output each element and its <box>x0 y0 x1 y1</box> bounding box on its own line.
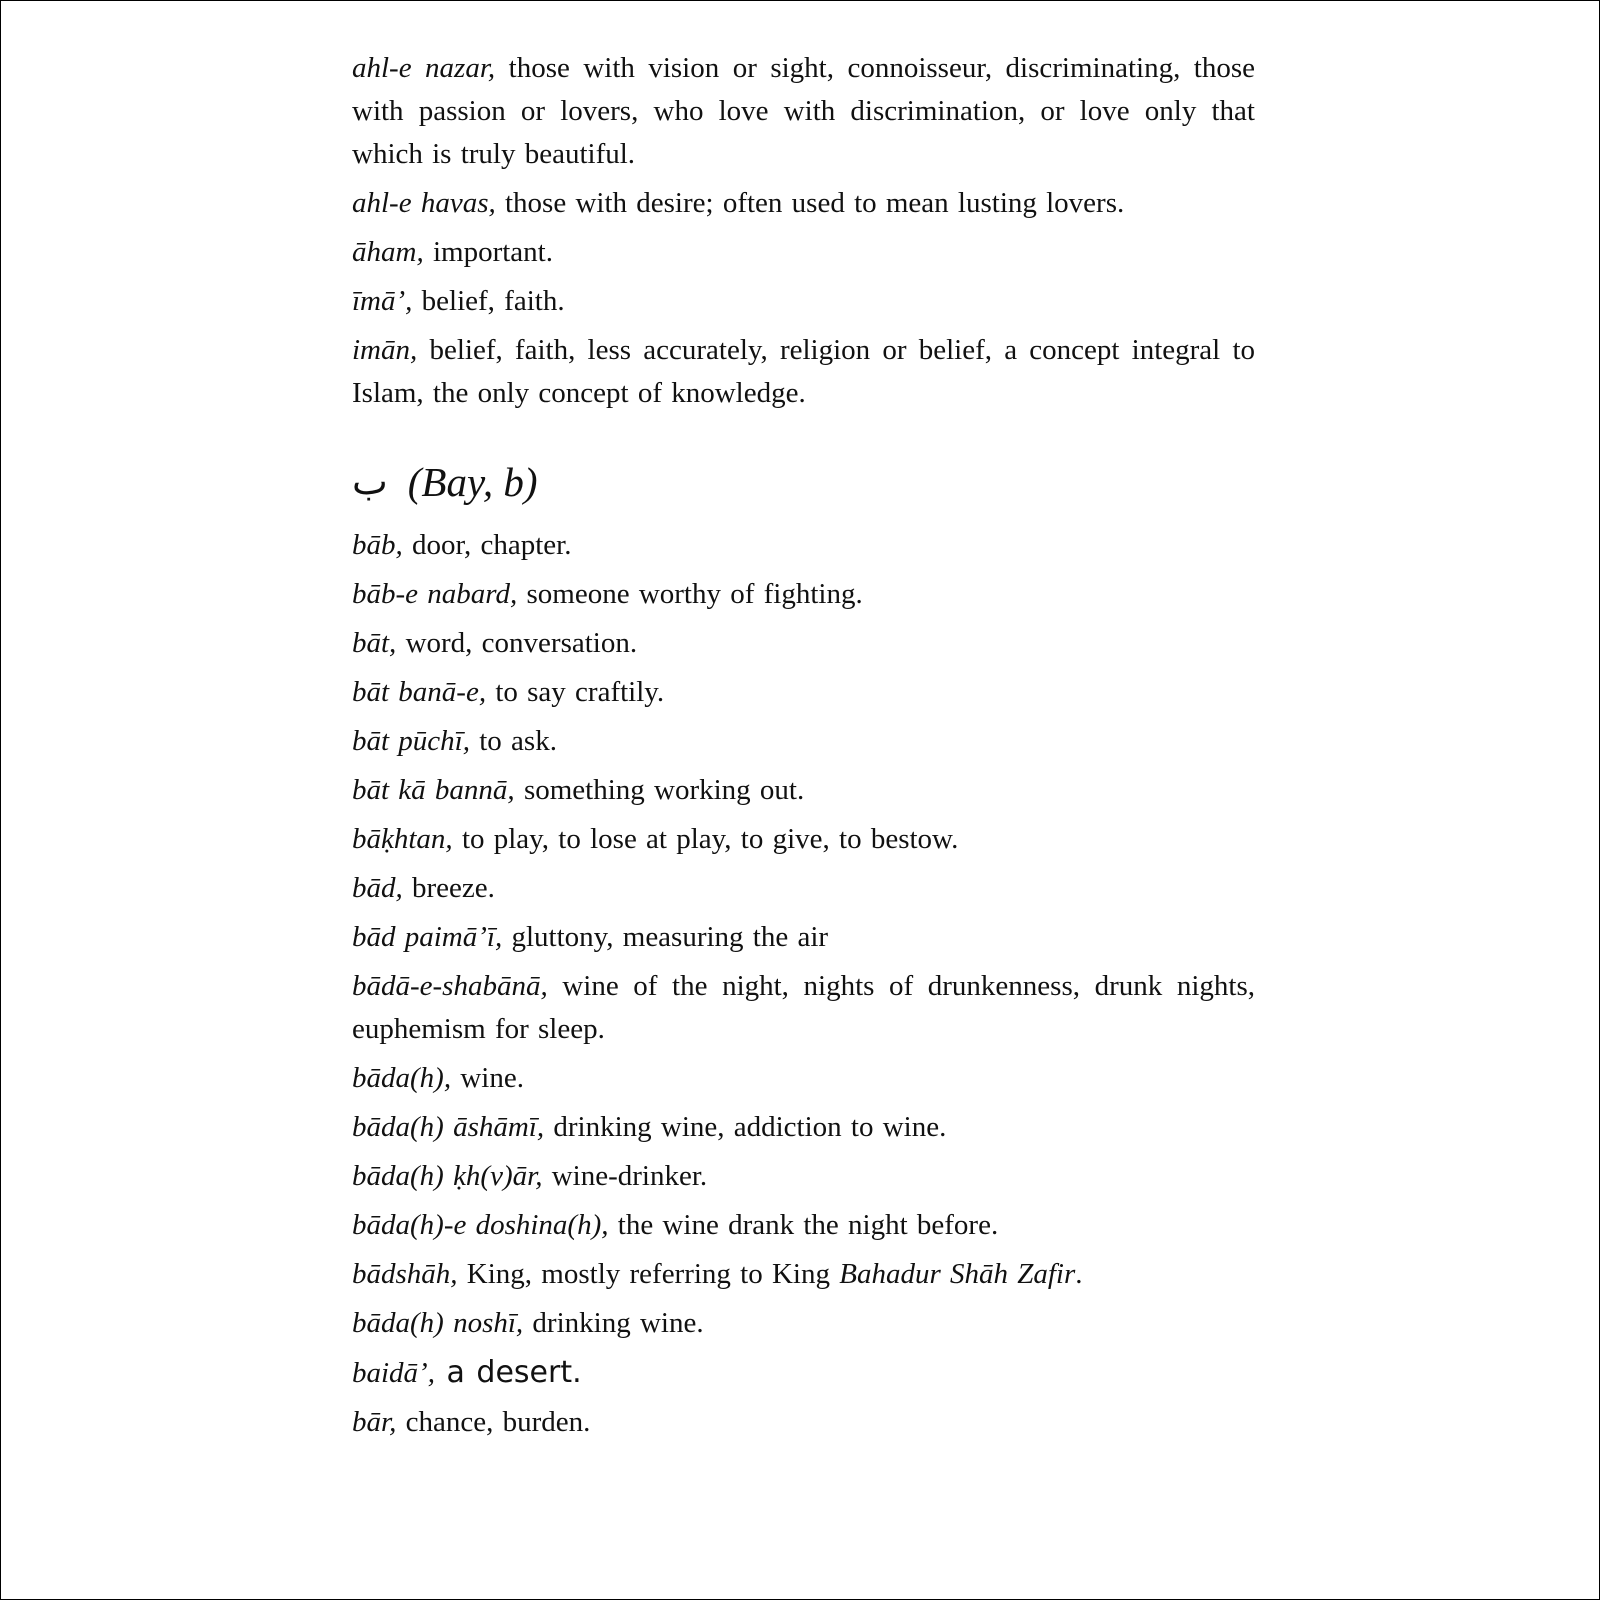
glossary-content <box>352 47 1255 1450</box>
entry-definition-end: . <box>1075 1258 1083 1290</box>
entry-bakhtan <box>352 818 1255 861</box>
entry-term: bāda(h) āshāmī, <box>352 1111 545 1143</box>
entry-term: bāt banā-e, <box>352 676 487 708</box>
entry-term: bāda(h), <box>352 1062 452 1094</box>
entry-term: bāda(h) noshī, <box>352 1307 524 1339</box>
entry-definition: belief, faith, less accurately, religion or belief, a concept integral to Islam, the only concept of knowledge. <box>352 334 1255 409</box>
entry-term: baidā’, <box>352 1357 435 1389</box>
entry-term: ahl-e nazar, <box>352 52 496 84</box>
entry-italic-name: Bahadur Shāh Zafir <box>839 1258 1076 1290</box>
heading-arabic-letter: ب <box>352 459 388 503</box>
entry-term: ahl-e havas, <box>352 187 496 219</box>
section-heading-bay <box>352 453 1255 510</box>
entry-definition: wine. <box>451 1062 524 1094</box>
entry-definition: to say craftily. <box>486 676 665 708</box>
entry-term: bāb-e nabard, <box>352 578 518 610</box>
entry-ima <box>352 280 1255 323</box>
entry-bada-e-doshina <box>352 1204 1255 1247</box>
entry-ahl-e-nazar <box>352 47 1255 176</box>
entry-definition: to play, to lose at play, to give, to bestow. <box>452 823 959 855</box>
entry-definition: those with vision or sight, connoisseur, discriminating, those with passion or lovers, who love with discrimination, or love only that which is truly beautiful. <box>352 52 1255 170</box>
entry-bada <box>352 1057 1255 1100</box>
entry-definition: gluttony, measuring the air <box>502 921 829 953</box>
entry-bada-khvar <box>352 1155 1255 1198</box>
entry-bat-puchi <box>352 720 1255 763</box>
entry-term: īmā’, <box>352 285 413 317</box>
entry-definition: a desert. <box>434 1355 582 1390</box>
entry-definition: word, conversation. <box>396 627 638 659</box>
entry-bad-paimai <box>352 916 1255 959</box>
entry-ahl-e-havas <box>352 182 1255 225</box>
entry-definition: something working out. <box>514 774 805 806</box>
entry-definition: King, mostly referring to King <box>457 1258 840 1290</box>
entry-term: bāda(h) ḳh(v)ār, <box>352 1160 543 1192</box>
entry-baida <box>352 1351 1255 1395</box>
entry-term: bāb, <box>352 529 403 561</box>
entry-bada-ashami <box>352 1106 1255 1149</box>
entry-term: bāt, <box>352 627 397 659</box>
entry-definition: the wine drank the night before. <box>608 1209 999 1241</box>
entry-term: bād paimā’ī, <box>352 921 503 953</box>
entry-definition: belief, faith. <box>412 285 565 317</box>
entry-definition: to ask. <box>470 725 557 757</box>
entry-term: bāda(h)-e doshina(h), <box>352 1209 609 1241</box>
entry-bab <box>352 524 1255 567</box>
entry-term: bādā-e-shabānā, <box>352 970 548 1002</box>
entry-term: bāt pūchī, <box>352 725 470 757</box>
entry-iman <box>352 329 1255 415</box>
entry-definition: those with desire; often used to mean lusting lovers. <box>495 187 1125 219</box>
entry-aham <box>352 231 1255 274</box>
entry-bat-bana-e <box>352 671 1255 714</box>
entry-definition: chance, burden. <box>396 1406 591 1438</box>
entry-term: bādshāh, <box>352 1258 458 1290</box>
entry-bab-e-nabard <box>352 573 1255 616</box>
entry-bat-ka-banna <box>352 769 1255 812</box>
entry-definition: door, chapter. <box>402 529 572 561</box>
entry-term: imān, <box>352 334 418 366</box>
entry-definition: wine-drinker. <box>542 1160 708 1192</box>
entry-badshah <box>352 1253 1255 1296</box>
entry-definition: important. <box>423 236 553 268</box>
entry-definition: drinking wine. <box>523 1307 704 1339</box>
entry-term: bāt kā bannā, <box>352 774 515 806</box>
entry-bada-e-shabana <box>352 965 1255 1051</box>
entry-definition: breeze. <box>402 872 495 904</box>
entry-term: bār, <box>352 1406 397 1438</box>
entry-definition: someone worthy of fighting. <box>517 578 863 610</box>
entry-term: āham, <box>352 236 424 268</box>
entry-bad <box>352 867 1255 910</box>
entry-definition: drinking wine, addiction to wine. <box>544 1111 947 1143</box>
entry-bar <box>352 1401 1255 1444</box>
entry-term: bāḳhtan, <box>352 823 453 855</box>
heading-transliteration: (Bay, b) <box>407 459 538 505</box>
entry-bada-noshi <box>352 1302 1255 1345</box>
entry-term: bād, <box>352 872 403 904</box>
entry-definition: wine of the night, nights of drunkenness, drunk nights, euphemism for sleep. <box>352 970 1255 1045</box>
entry-bat <box>352 622 1255 665</box>
